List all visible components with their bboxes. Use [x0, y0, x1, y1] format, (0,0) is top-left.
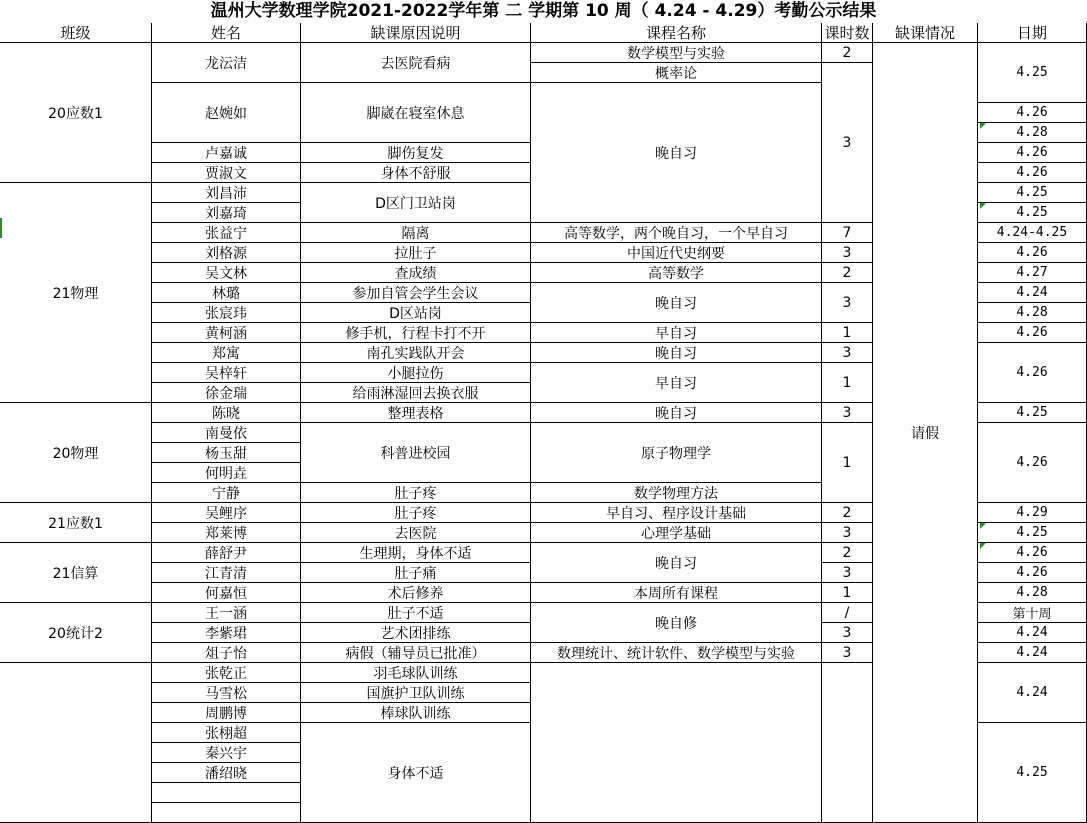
name-cell: 俎子怡: [152, 643, 301, 663]
name-cell: 马雪松: [152, 683, 301, 703]
date-cell: 4.24: [978, 283, 1087, 303]
course-cell: 早自习、程序设计基础: [531, 503, 822, 523]
name-cell: 赵婉如: [152, 83, 301, 143]
page-title: 温州大学数理学院2021-2022学年第 二 学期第 10 周（ 4.24 - 4.29）考勤公示结果: [210, 1, 877, 21]
course-cell: 早自习: [531, 323, 822, 343]
course-cell: 高等数学: [531, 263, 822, 283]
hours-cell: 3: [822, 403, 873, 423]
hours-cell: 1: [822, 583, 873, 603]
name-cell: 杨玉甜: [152, 443, 301, 463]
reason-cell: 艺术团排练: [301, 623, 531, 643]
name-cell: 刘格源: [152, 243, 301, 263]
hours-cell: 2: [822, 543, 873, 563]
name-cell: 江青清: [152, 563, 301, 583]
class-cell: 20统计2: [0, 603, 152, 663]
hours-cell: 3: [822, 63, 873, 223]
reason-cell: 肚子疼: [301, 503, 531, 523]
hours-cell: 1: [822, 363, 873, 403]
class-cell: 20应数1: [0, 43, 152, 183]
reason-cell: 拉肚子: [301, 243, 531, 263]
reason-cell: 去医院看病: [301, 43, 531, 83]
date-cell: 4.26: [978, 423, 1087, 503]
reason-cell: 参加自管会学生会议: [301, 283, 531, 303]
hours-cell-empty: [822, 663, 873, 823]
name-cell: 卢嘉诚: [152, 143, 301, 163]
date-header: 日期: [978, 23, 1087, 43]
hours-cell: 3: [822, 623, 873, 643]
reason-cell: 修手机，行程卡打不开: [301, 323, 531, 343]
hours-cell: 1: [822, 423, 873, 503]
name-cell: 吴鲤序: [152, 503, 301, 523]
course-cell: 本周所有课程: [531, 583, 822, 603]
reason-cell: 肚子疼: [301, 483, 531, 503]
name-cell: 何明垚: [152, 463, 301, 483]
reason-cell: 南孔实践队开会: [301, 343, 531, 363]
name-cell: 张宸玮: [152, 303, 301, 323]
date-cell: 4.26: [978, 343, 1087, 403]
course-header: 课程名称: [531, 23, 822, 43]
course-cell: 概率论: [531, 63, 822, 83]
name-cell: 贾淑文: [152, 163, 301, 183]
date-cell: 4.24: [978, 663, 1087, 723]
hours-cell: 3: [822, 243, 873, 263]
date-cell: 4.26: [978, 163, 1087, 183]
hours-cell: 1: [822, 323, 873, 343]
reason-cell: 隔离: [301, 223, 531, 243]
name-cell: 龙沄洁: [152, 43, 301, 83]
name-cell: 陈晓: [152, 403, 301, 423]
class-cell-empty: [0, 663, 152, 823]
class-cell: 21物理: [0, 183, 152, 403]
name-cell: 吴梓轩: [152, 363, 301, 383]
date-cell: 第十周: [978, 603, 1087, 623]
reason-cell: 羽毛球队训练: [301, 663, 531, 683]
reason-cell: 肚子不适: [301, 603, 531, 623]
reason-cell: 整理表格: [301, 403, 531, 423]
course-cell: 晚自习: [531, 343, 822, 363]
date-cell: 4.26: [978, 543, 1087, 563]
name-cell: 宁静: [152, 483, 301, 503]
name-cell: 吴文林: [152, 263, 301, 283]
reason-cell: 科普进校园: [301, 423, 531, 483]
hours-cell: 3: [822, 523, 873, 543]
reason-cell: D区站岗: [301, 303, 531, 323]
date-cell: 4.25: [978, 43, 1087, 103]
name-cell: 李紫珺: [152, 623, 301, 643]
reason-cell: 病假（辅导员已批准）: [301, 643, 531, 663]
course-cell: 数学模型与实验: [531, 43, 822, 63]
date-cell: 4.24: [978, 623, 1087, 643]
name-cell: 郑莱博: [152, 523, 301, 543]
date-cell: 4.25: [978, 403, 1087, 423]
reason-cell: 国旗护卫队训练: [301, 683, 531, 703]
class-cell: 21应数1: [0, 503, 152, 543]
reason-cell: 生理期，身体不适: [301, 543, 531, 563]
name-cell: 徐金瑞: [152, 383, 301, 403]
hours-header: 课时数: [822, 23, 873, 43]
date-cell: 4.26: [978, 143, 1087, 163]
comment-flag-icon: [980, 543, 986, 549]
name-cell: 周鹏博: [152, 703, 301, 723]
reason-cell: 脚伤复发: [301, 143, 531, 163]
hours-cell: 2: [822, 503, 873, 523]
name-cell: 薛舒尹: [152, 543, 301, 563]
date-cell: 4.25: [978, 523, 1087, 543]
hours-cell: 2: [822, 43, 873, 63]
name-cell: 南曼依: [152, 423, 301, 443]
reason-cell: 查成绩: [301, 263, 531, 283]
name-cell: 张乾正: [152, 663, 301, 683]
course-cell: 早自习: [531, 363, 822, 403]
name-cell: 张栩超: [152, 723, 301, 743]
class-cell: 20物理: [0, 403, 152, 503]
course-cell: 晚自修: [531, 603, 822, 643]
comment-flag-icon: [980, 523, 986, 529]
reason-cell: 棒球队训练: [301, 703, 531, 723]
name-cell: 张益宁: [152, 223, 301, 243]
reason-cell: 去医院: [301, 523, 531, 543]
status-header: 缺课情况: [873, 23, 978, 43]
name-cell: 郑寓: [152, 343, 301, 363]
date-cell: 4.25: [978, 723, 1087, 823]
name-cell: [152, 783, 301, 803]
reason-header: 缺课原因说明: [301, 23, 531, 43]
date-cell: 4.26: [978, 243, 1087, 263]
hours-cell: 3: [822, 563, 873, 583]
course-cell: 中国近代史纲要: [531, 243, 822, 263]
date-cell: 4.26: [978, 563, 1087, 583]
date-cell: 4.28: [978, 303, 1087, 323]
hours-cell: 3: [822, 283, 873, 323]
hours-cell: 3: [822, 643, 873, 663]
class-cell: 21信算: [0, 543, 152, 603]
course-cell: 数学物理方法: [531, 483, 822, 503]
hours-cell: 7: [822, 223, 873, 243]
attendance-table: [0, 23, 1087, 823]
name-cell: 秦兴宇: [152, 743, 301, 763]
course-cell: 原子物理学: [531, 423, 822, 483]
reason-cell: D区门卫站岗: [301, 183, 531, 223]
date-cell: 4.28: [978, 123, 1087, 143]
course-cell: 晚自习: [531, 83, 822, 223]
date-cell: 4.24: [978, 643, 1087, 663]
class-header: 班级: [0, 23, 152, 43]
course-cell: 高等数学，两个晚自习，一个早自习: [531, 223, 822, 243]
course-cell: 晚自习: [531, 283, 822, 323]
name-cell: 刘嘉琦: [152, 203, 301, 223]
reason-cell: 脚崴在寝室休息: [301, 83, 531, 143]
course-cell: 数理统计、统计软件、数学模型与实验: [531, 643, 822, 663]
comment-flag-icon: [980, 203, 986, 209]
course-cell: 晚自习: [531, 403, 822, 423]
status-cell: 请假: [873, 43, 978, 823]
name-cell: 林璐: [152, 283, 301, 303]
reason-cell: 术后修养: [301, 583, 531, 603]
comment-flag-icon: [980, 123, 986, 129]
hours-cell: 2: [822, 263, 873, 283]
date-cell: 4.27: [978, 263, 1087, 283]
name-cell: 王一涵: [152, 603, 301, 623]
date-cell: 4.25: [978, 203, 1087, 223]
name-header: 姓名: [152, 23, 301, 43]
hours-cell: /: [822, 603, 873, 623]
reason-cell: 肚子痛: [301, 563, 531, 583]
course-cell: 晚自习: [531, 543, 822, 583]
reason-cell: 身体不适: [301, 723, 531, 823]
name-cell: [152, 803, 301, 823]
course-cell: 心理学基础: [531, 523, 822, 543]
name-cell: 何嘉恒: [152, 583, 301, 603]
course-cell-empty: [531, 663, 822, 823]
date-cell: 4.26: [978, 103, 1087, 123]
row-marker: [0, 218, 2, 238]
name-cell: 刘昌沛: [152, 183, 301, 203]
name-cell: 黄柯涵: [152, 323, 301, 343]
reason-cell: 给雨淋湿回去换衣服: [301, 383, 531, 403]
date-cell: 4.28: [978, 583, 1087, 603]
date-cell: 4.25: [978, 183, 1087, 203]
date-cell: 4.24-4.25: [978, 223, 1087, 243]
reason-cell: 小腿拉伤: [301, 363, 531, 383]
date-cell: 4.29: [978, 503, 1087, 523]
reason-cell: 身体不舒服: [301, 163, 531, 183]
name-cell: 潘绍晓: [152, 763, 301, 783]
hours-cell: 3: [822, 343, 873, 363]
date-cell: 4.26: [978, 323, 1087, 343]
